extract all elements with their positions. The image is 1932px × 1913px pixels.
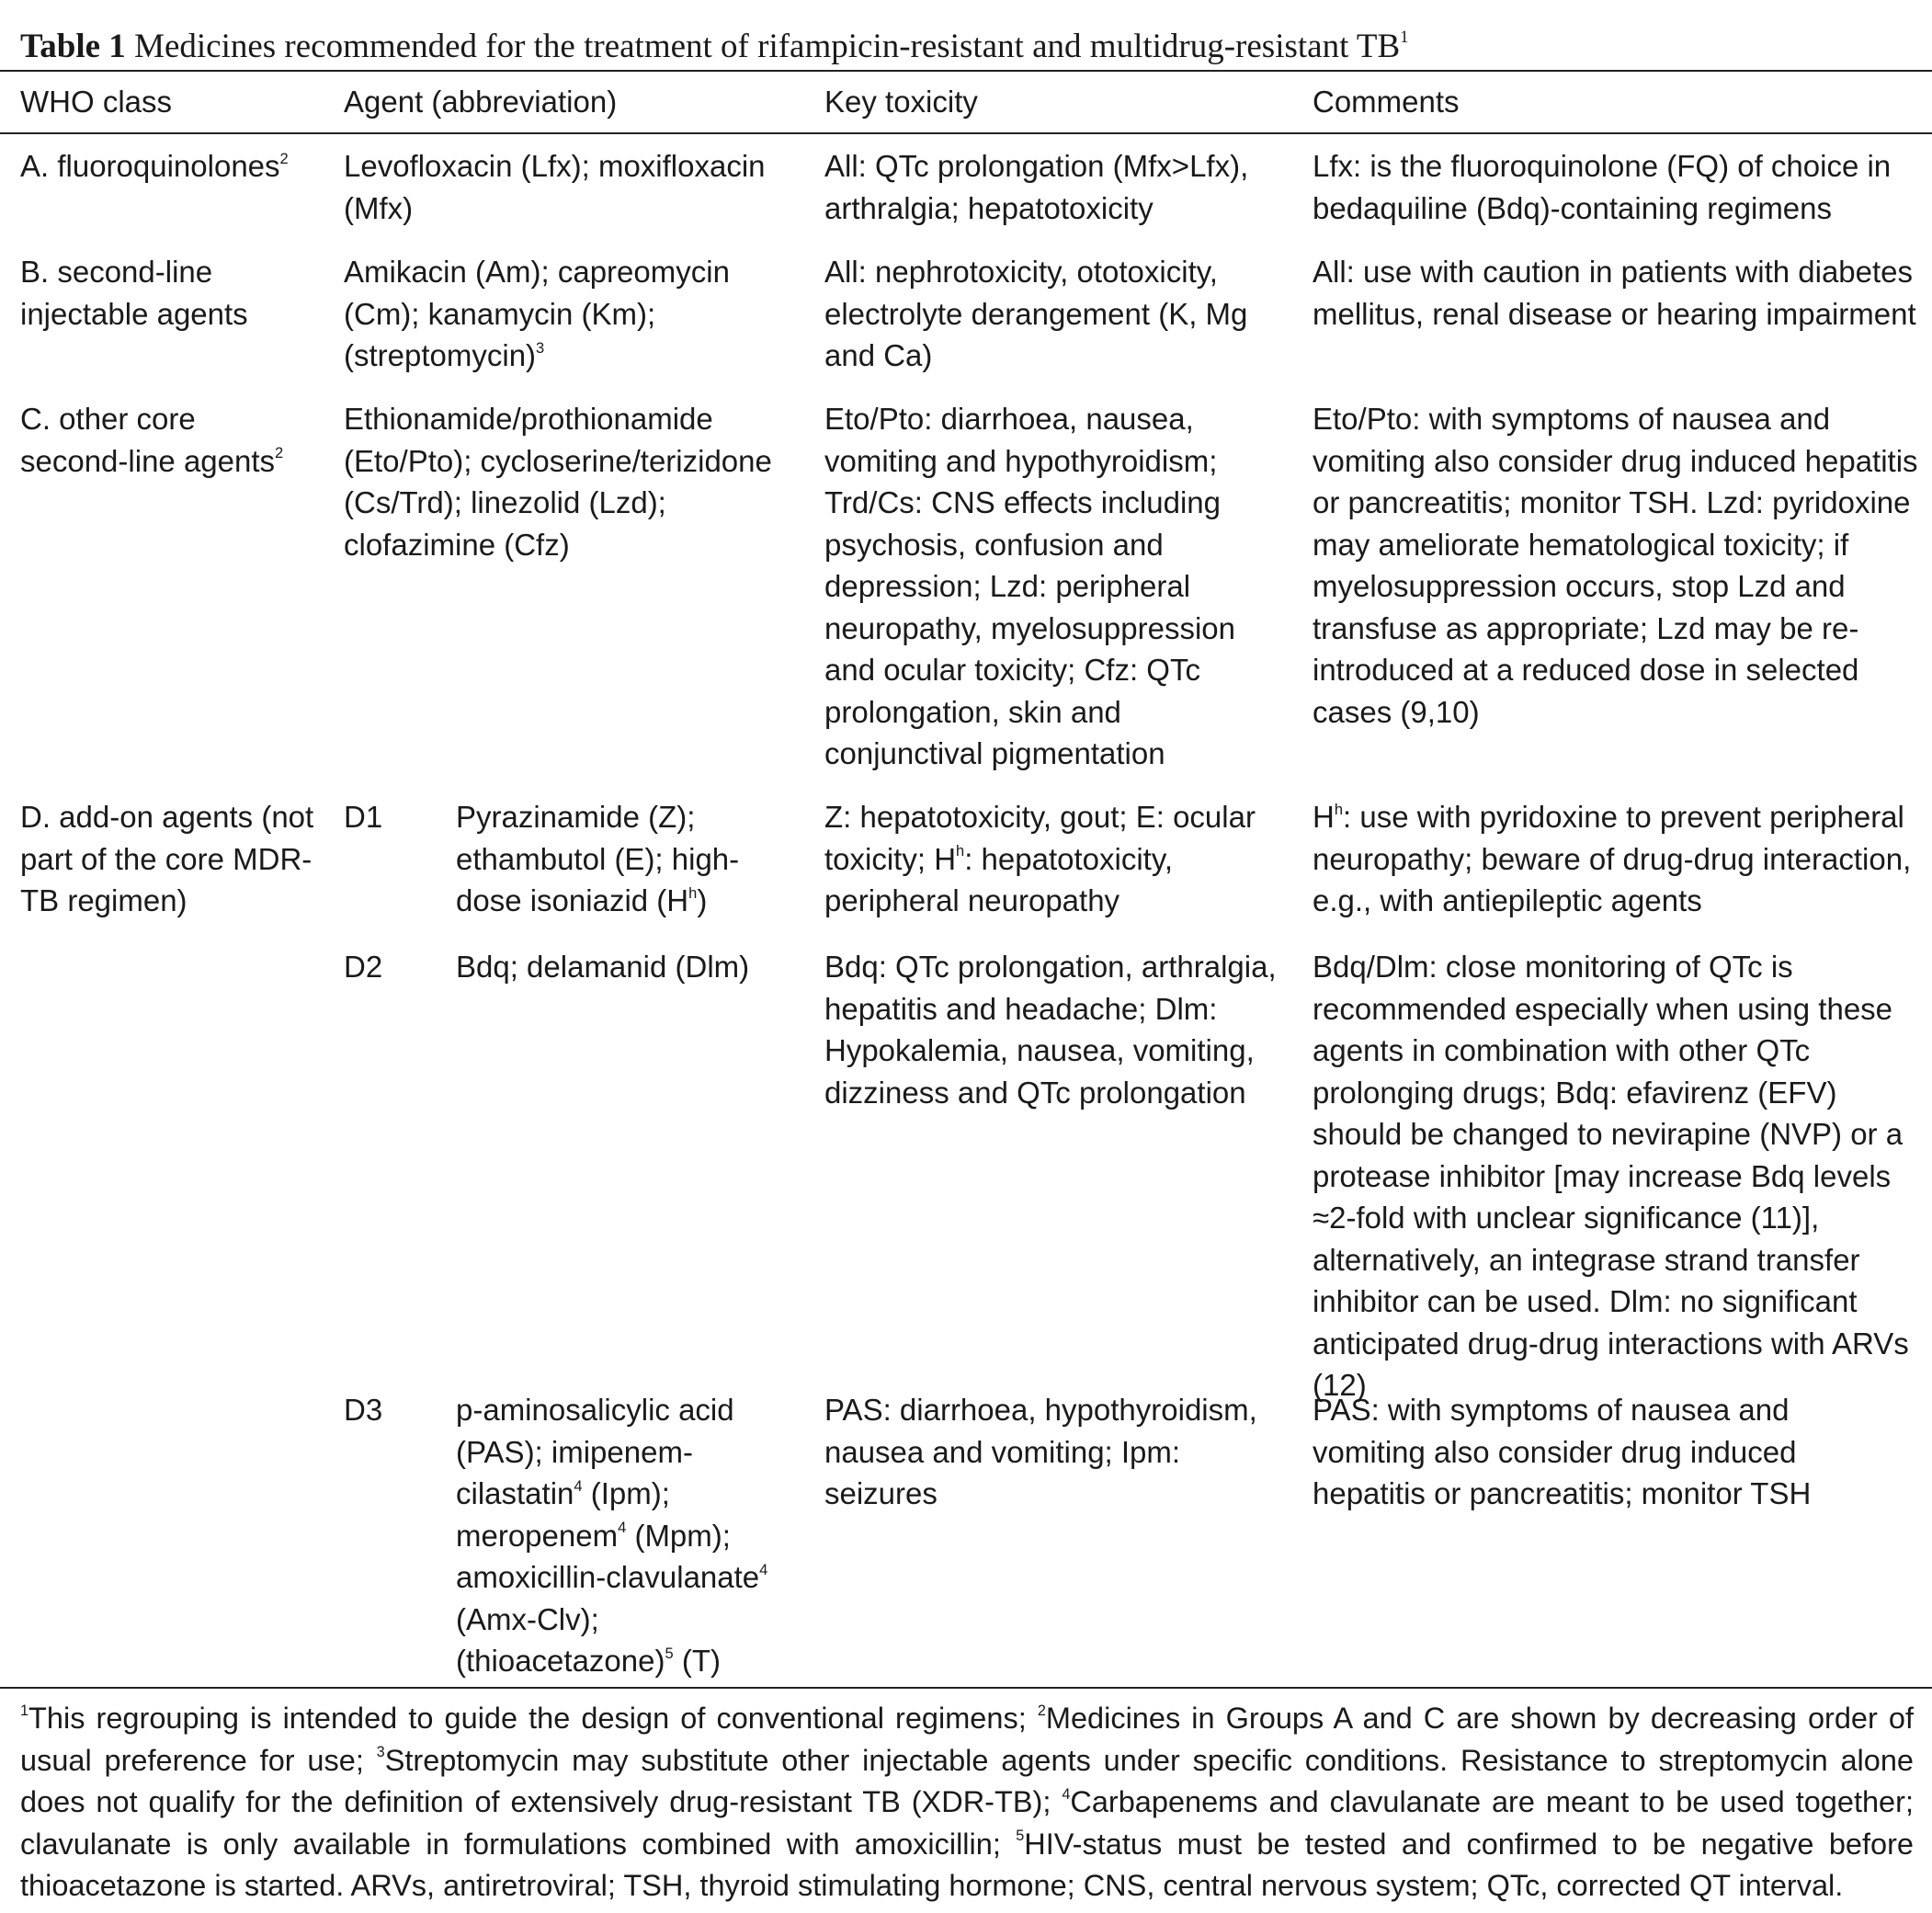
row-c-agent: Ethionamide/prothionamide (Eto/Pto); cycloserine/terizidone (Cs/Trd); linezolid (Lzd); clofazimine (Cfz) xyxy=(344,402,772,562)
row-b-comments: All: use with caution in patients with diabetes mellitus, renal disease or hearing impairment xyxy=(1313,255,1916,331)
bottom-rule xyxy=(0,1687,1932,1689)
row-d2-agent: Bdq; delamanid (Dlm) xyxy=(456,950,750,984)
row-d1-agent: Pyrazinamide (Z); ethambutol (E); high-dose isoniazid $(H^h)$ xyxy=(456,800,740,917)
footnote-ref: 2 xyxy=(279,150,289,167)
row-c-toxicity: Eto/Pto: diarrhoea, nausea, vomiting and hypothyroidism; Trd/Cs: CNS effects including psychosis, confusion and depression; Lzd: peripheral neuropathy, myelosuppression and ocular toxicity; Cfz: QTc prolongation, skin and conjunctival pigmentation xyxy=(824,402,1235,770)
header-comments: Comments xyxy=(1313,85,1460,119)
row-d2-comments: Bdq/Dlm: close monitoring of QTc is recommended especially when using these agents in combination with other QTc prolonging drugs; Bdq: efavirenz (EFV) should be changed to nevirapine (NVP) or a protease inhibitor [may increase Bdq levels ≈2-fold with unclear significance (11)], alternatively, an integrase strand transfer inhibitor can be used. Dlm: no significant anticipated drug-drug interactions with ARVs (12) xyxy=(1313,950,1909,1402)
row-c-class: C. other core second-line agents$^2$ xyxy=(20,402,284,478)
row-b-class: B. second-line injectable agents xyxy=(20,255,248,331)
row-d3-toxicity: PAS: diarrhoea, hypothyroidism, nausea and vomiting; Ipm: seizures xyxy=(824,1393,1257,1510)
row-d3-label: D3 xyxy=(344,1393,383,1427)
row-c-comments: Eto/Pto: with symptoms of nausea and vomiting also consider drug induced hepatitis or pancreatitis; monitor TSH. Lzd: pyridoxine may ameliorate hematological toxicity; if myelosuppression occurs, stop Lzd and transfuse as appropriate; Lzd may be re-introduced at a reduced dose in selected cases (9,10) xyxy=(1313,402,1918,729)
row-a-toxicity: All: QTc prolongation (Mfx>Lfx), arthralgia; hepatotoxicity xyxy=(824,149,1249,225)
row-d-class: D. add-on agents (not part of the core MDR-TB regimen) xyxy=(20,800,314,917)
row-a-comments: Lfx: is the fluoroquinolone (FQ) of choice in bedaquiline (Bdq)-containing regimens xyxy=(1313,149,1892,225)
row-a-agent: Levofloxacin (Lfx); moxifloxacin (Mfx) xyxy=(344,149,766,225)
footnote-ref: 3 xyxy=(536,339,545,357)
row-a-class: A. fluoroquinolones$^2$ xyxy=(20,149,289,183)
header-rule xyxy=(0,132,1932,134)
row-d1-label: D1 xyxy=(344,800,383,834)
table-footnote: $^1$This regrouping is intended to guide the design of conventional regimens; $^2$Medicines in Groups A and C are shown by decreasing order of usual preference for use; $^3$Streptomycin may substitute other injectable agents under specific conditions. Resistance to streptomycin alone does not qualify for the definition of extensively drug-resistant TB (XDR-TB); $^4$Carbapenems and clavulanate are meant to be used together; clavulanate is only available in formulations combined with amoxicillin; $^5$HIV-status must be tested and confirmed to be negative before thioacetazone is started. ARVs, antiretroviral; TSH, thyroid stimulating hormone; CNS, central nervous system; QTc, corrected QT interval. xyxy=(20,1702,1914,1902)
row-d2-label: D2 xyxy=(344,950,383,984)
row-b-agent: Amikacin (Am); capreomycin (Cm); kanamycin (Km); (streptomycin)$^3$ xyxy=(344,255,730,372)
table-number: Table 1 xyxy=(20,28,126,65)
row-b-toxicity: All: nephrotoxicity, ototoxicity, electrolyte derangement (K, Mg and Ca) xyxy=(824,255,1248,372)
header-who-class: WHO class xyxy=(20,85,172,119)
table-title: Medicines recommended for the treatment of rifampicin-resistant and multidrug-resistant TB xyxy=(134,28,1401,65)
header-key-toxicity: Key toxicity xyxy=(824,85,978,119)
row-d2-toxicity: Bdq: QTc prolongation, arthralgia, hepatitis and headache; Dlm: Hypokalemia, nausea, vomiting, dizziness and QTc prolongation xyxy=(824,950,1277,1110)
row-d1-toxicity: Z: hepatotoxicity, gout; E: ocular toxicity; $H^h$: hepatotoxicity, peripheral neuropathy xyxy=(824,800,1256,917)
row-d1-comments: $H^h$: use with pyridoxine to prevent peripheral neuropathy; beware of drug-drug interaction, e.g., with antiepileptic agents xyxy=(1313,800,1912,917)
table-caption xyxy=(20,26,1914,68)
footnote-ref: 2 xyxy=(275,445,284,462)
top-rule xyxy=(0,70,1932,72)
row-d3-agent: p-aminosalicylic acid (PAS); imipenem-cilastatin$^4$ (Ipm); meropenem$^4$ (Mpm); amoxicillin-clavulanate$^4$ (Amx-Clv); (thioacetazone)$^5$ (T) xyxy=(456,1393,768,1678)
row-d3-comments: PAS: with symptoms of nausea and vomiting also consider drug induced hepatitis or pancreatitis; monitor TSH xyxy=(1313,1393,1812,1510)
header-agent: Agent (abbreviation) xyxy=(344,85,618,119)
caption-footnote-ref: 1 xyxy=(1400,28,1409,47)
